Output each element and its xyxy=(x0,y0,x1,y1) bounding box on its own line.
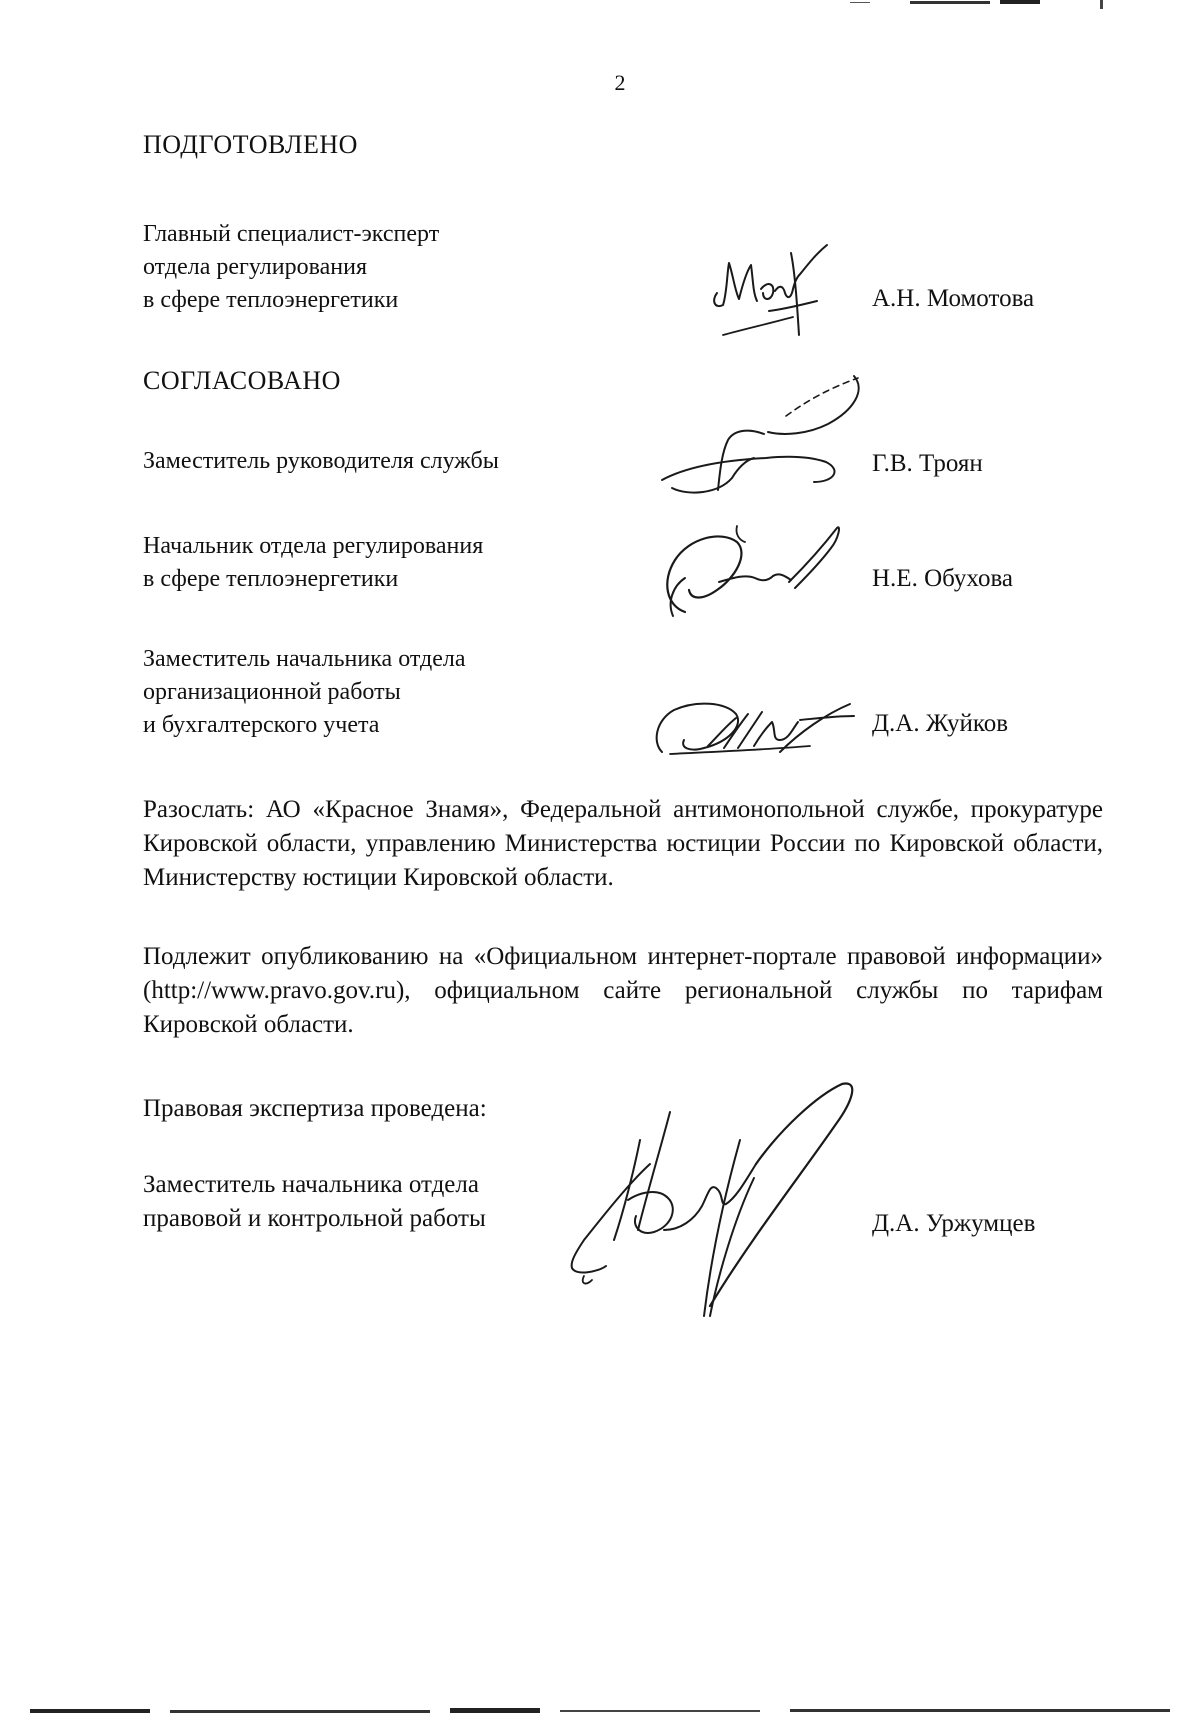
position-line: отдела регулирования xyxy=(143,254,368,280)
prepared-position xyxy=(143,218,623,317)
scan-edge-mark xyxy=(30,1706,1170,1716)
signer-name: Д.А. Жуйков xyxy=(872,710,1009,737)
signature-momotova xyxy=(705,243,845,343)
position-line: организационной работы xyxy=(143,679,401,705)
agreed-signer-position xyxy=(143,445,623,478)
signature-urzhumtsev xyxy=(540,1080,910,1330)
agreed-signer-position xyxy=(143,643,623,742)
legal-review-text: Правовая экспертиза проведена: xyxy=(143,1095,487,1122)
signature-zhuykov xyxy=(650,696,860,758)
position-line: Начальник отдела регулирования xyxy=(143,533,484,559)
prepared-heading: ПОДГОТОВЛЕНО xyxy=(143,130,358,159)
position-line: в сфере теплоэнергетики xyxy=(143,566,399,592)
position-line: и бухгалтерского учета xyxy=(143,712,380,738)
signer-name: Г.В. Троян xyxy=(872,450,983,477)
signer-name: Д.А. Уржумцев xyxy=(872,1210,1036,1237)
position-line: правовой и контрольной работы xyxy=(143,1205,486,1232)
agreed-signer-position xyxy=(143,530,623,596)
scan-edge-mark xyxy=(850,0,1120,10)
position-line: Заместитель руководителя службы xyxy=(143,448,499,474)
signature-obukhova xyxy=(655,520,855,620)
signature-troyan xyxy=(658,370,868,505)
position-line: Заместитель начальника отдела xyxy=(143,646,466,672)
signer-name: А.Н. Момотова xyxy=(872,285,1035,312)
page-number: 2 xyxy=(614,70,626,95)
agreed-heading: СОГЛАСОВАНО xyxy=(143,366,341,395)
distribution-paragraph: Разослать: АО «Красное Знамя», Федеральной антимонопольной службе, прокуратуре Кировской области, управлению Министерства юстиции России по Кировской области, Министерству юстиции Кировской области. xyxy=(143,796,1103,891)
signer-name: Н.Е. Обухова xyxy=(872,565,1014,592)
position-line: Главный специалист-эксперт xyxy=(143,221,440,247)
publication-paragraph: Подлежит опубликованию на «Официальном интернет-портале правовой информации» (http://www.pravo.gov.ru), официальном сайте региональной службы по тарифам Кировской области. xyxy=(143,943,1103,1038)
position-line: в сфере теплоэнергетики xyxy=(143,287,399,313)
position-line: Заместитель начальника отдела xyxy=(143,1171,479,1198)
